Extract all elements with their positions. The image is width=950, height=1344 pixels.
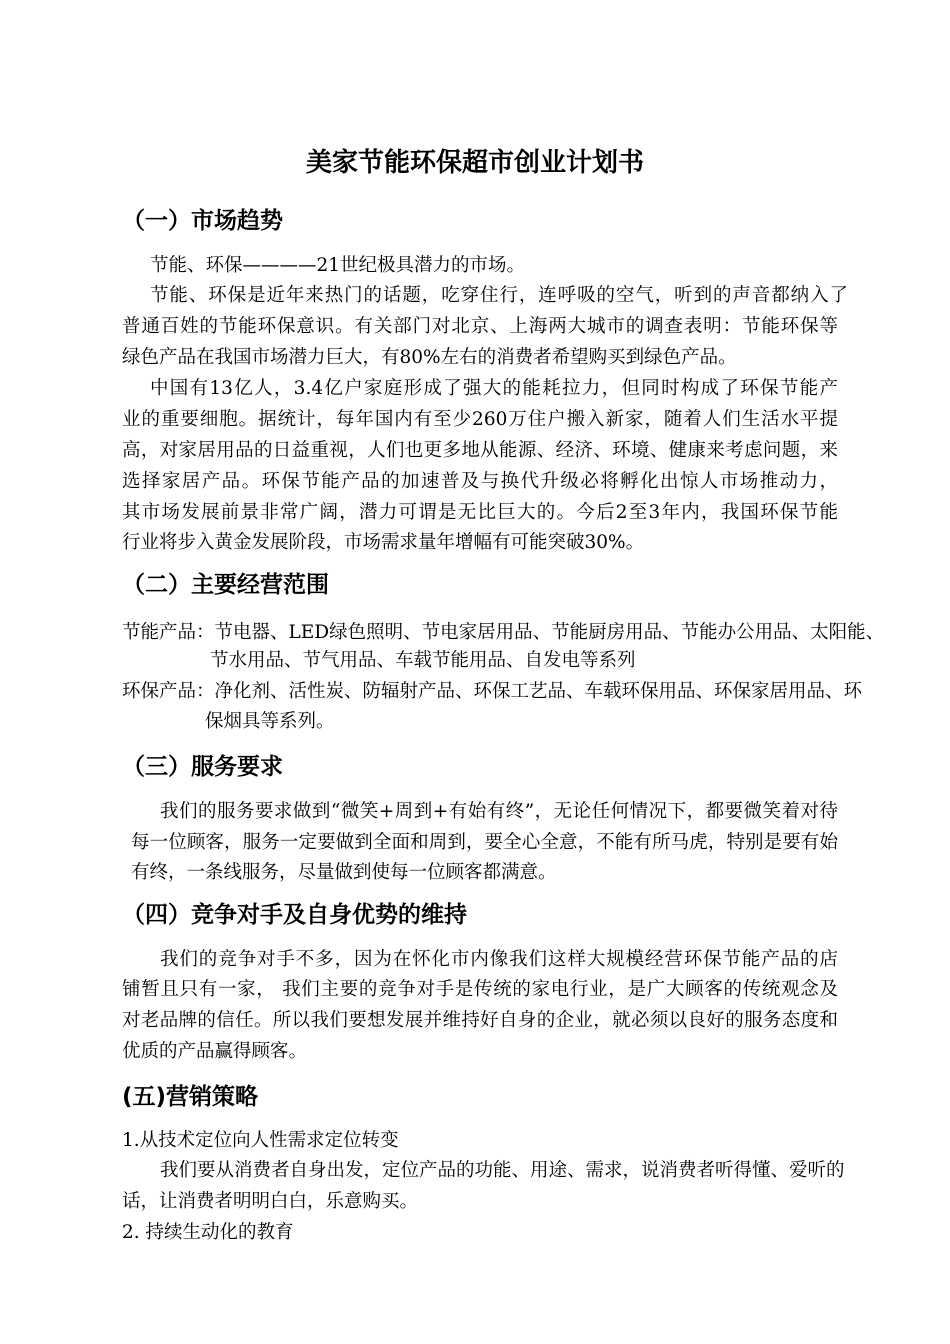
section-heading-competition: （四）竞争对手及自身优势的维持 <box>122 902 467 928</box>
section-heading-business-scope: （二）主要经营范围 <box>122 572 329 598</box>
paragraph-line: 选择家居产品。环保节能产品的加速普及与换代升级必将孵化出惊人市场推动力， <box>122 471 838 492</box>
product-line: 节水用品、节气用品、车载节能用品、自发电等系列 <box>210 650 636 671</box>
paragraph-line: 高，对家居用品的日益重视，人们也更多地从能源、经济、环境、健康来考虑问题，来 <box>122 440 838 461</box>
paragraph-line: 我们的竞争对手不多，因为在怀化市内像我们这样大规模经营环保节能产品的店 <box>160 949 838 970</box>
paragraph-line: 中国有13亿人，3.4亿户家庭形成了强大的能耗拉力，但同时构成了环保节能产 <box>150 378 838 399</box>
section-heading-marketing: (五)营销策略 <box>122 1084 259 1110</box>
paragraph-line: 我们的服务要求做到“微笑+周到+有始有终”，无论任何情况下，都要微笑着对待 <box>160 801 838 822</box>
paragraph-line: 优质的产品赢得顾客。 <box>122 1041 308 1062</box>
paragraph-line: 对老品牌的信任。所以我们要想发展并维持好自身的企业，就必须以良好的服务态度和 <box>122 1010 838 1031</box>
paragraph-line: 业的重要细胞。据统计，每年国内有至少260万住户搬入新家，随着人们生活水平提 <box>122 409 838 430</box>
paragraph-line: 其市场发展前景非常广阔，潜力可谓是无比巨大的。今后2至3年内，我国环保节能 <box>122 502 838 523</box>
paragraph-line: 我们要从消费者自身出发，定位产品的功能、用途、需求，说消费者听得懂、爱听的 <box>160 1160 845 1181</box>
product-line: 环保产品：净化剂、活性炭、防辐射产品、环保工艺品、车载环保用品、环保家居用品、环 <box>122 681 863 702</box>
paragraph-line: 行业将步入黄金发展阶段，市场需求量年增幅有可能突破30%。 <box>122 532 645 553</box>
paragraph-line: 铺暂且只有一家， 我们主要的竞争对手是传统的家电行业，是广大顾客的传统观念及 <box>122 979 838 1000</box>
product-line: 节能产品：节电器、LED绿色照明、节电家居用品、节能厨房用品、节能办公用品、太阳能、 <box>122 622 885 643</box>
document-title: 美家节能环保超市创业计划书 <box>305 148 644 178</box>
section-heading-service: （三）服务要求 <box>122 754 283 780</box>
paragraph-line: 节能、环保是近年来热门的话题，吃穿住行，连呼吸的空气，听到的声音都纳入了 <box>150 285 848 306</box>
list-item: 1.从技术定位向人性需求定位转变 <box>122 1130 399 1151</box>
paragraph-line: 话，让消费者明明白白，乐意购买。 <box>122 1191 419 1212</box>
section-heading-market-trend: （一）市场趋势 <box>122 208 283 234</box>
paragraph-line: 普通百姓的节能环保意识。有关部门对北京、上海两大城市的调查表明：节能环保等 <box>122 316 838 337</box>
product-line: 保烟具等系列。 <box>205 711 335 732</box>
paragraph-line: 每一位顾客，服务一定要做到全面和周到，要全心全意，不能有所马虎，特别是要有始 <box>131 832 838 853</box>
paragraph-line: 有终，一条线服务，尽量做到使每一位顾客都满意。 <box>131 862 557 883</box>
paragraph-line: 绿色产品在我国市场潜力巨大，有80%左右的消费者希望购买到绿色产品。 <box>122 347 737 368</box>
paragraph-line: 节能、环保————21世纪极具潜力的市场。 <box>150 255 526 276</box>
list-item: 2. 持续生动化的教育 <box>122 1222 294 1243</box>
